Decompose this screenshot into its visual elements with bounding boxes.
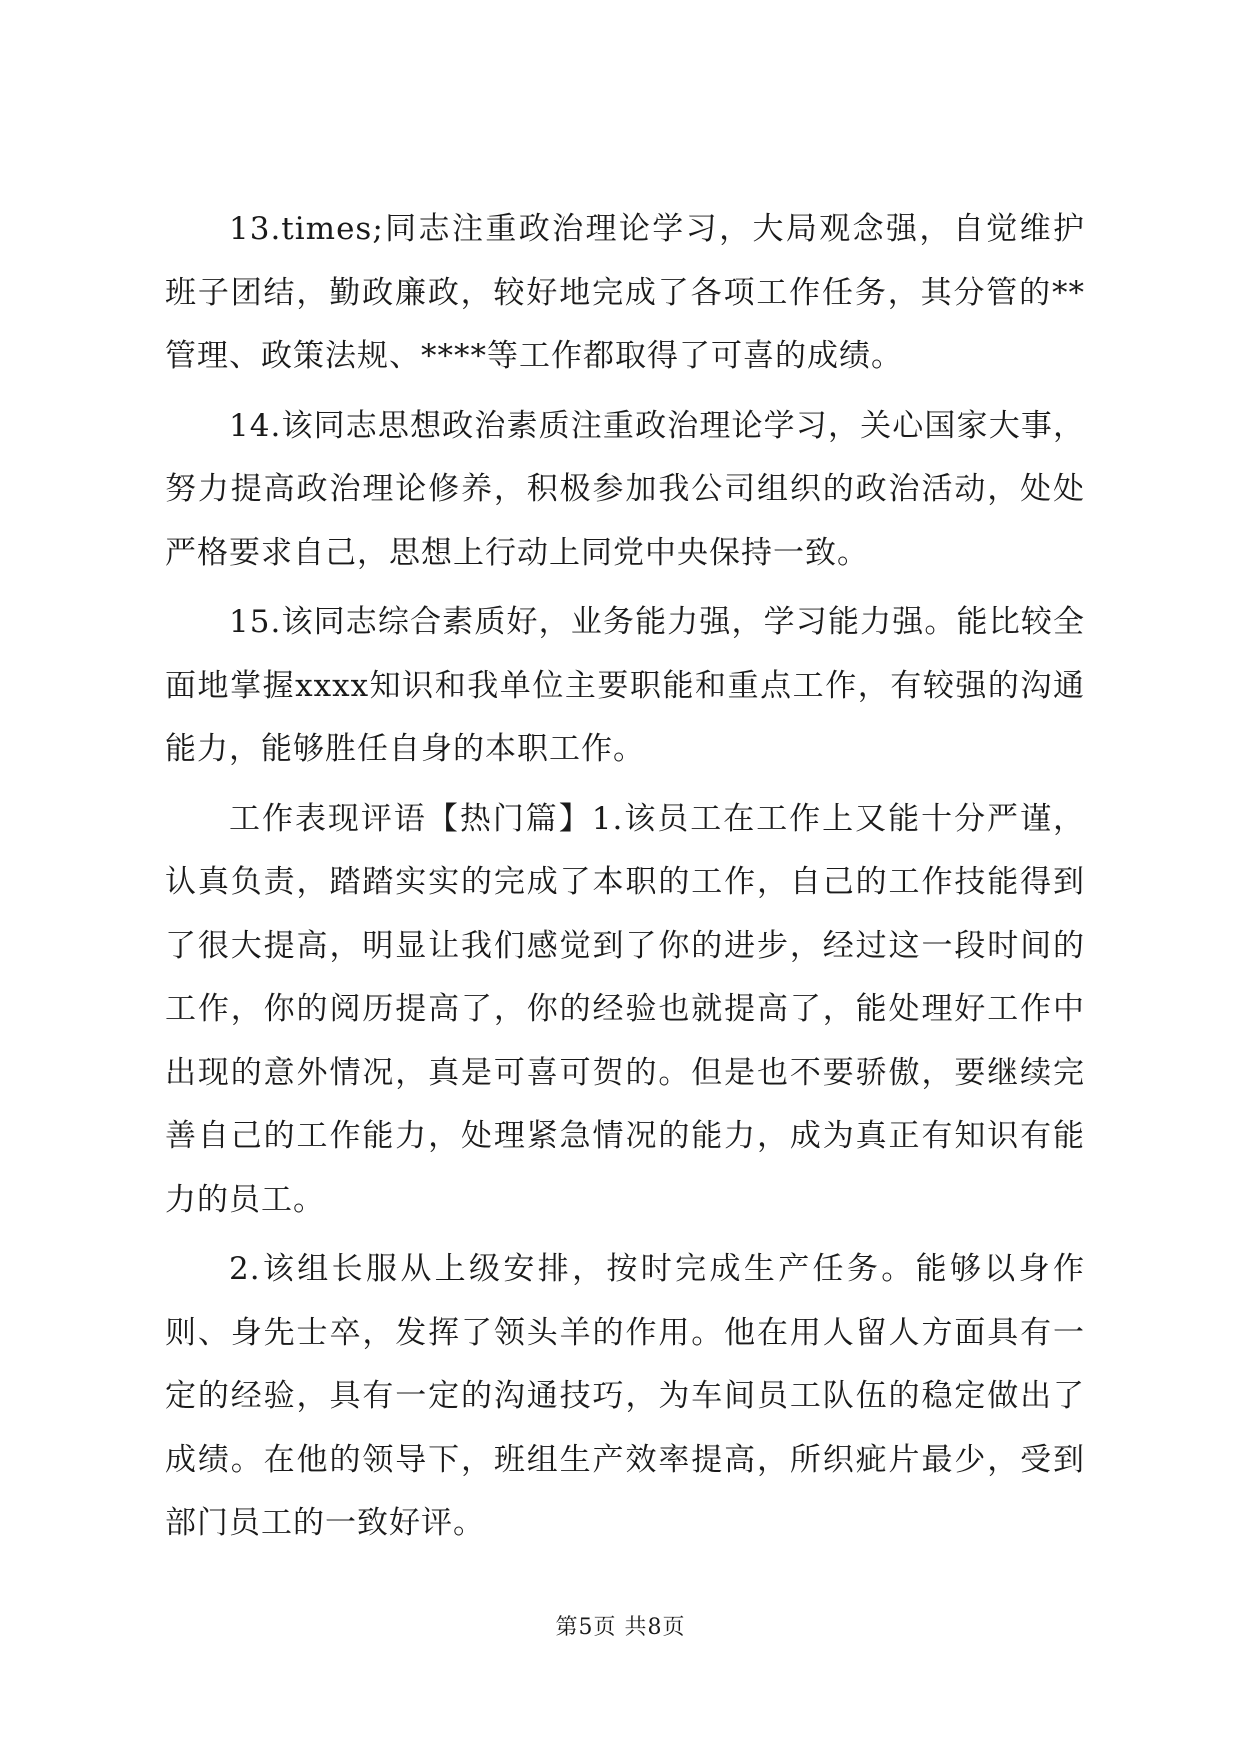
paragraph-14: 14.该同志思想政治素质注重政治理论学习，关心国家大事，努力提高政治理论修养，积极参加我公司组织的政治活动，处处严格要求自己，思想上行动上同党中央保持一致。 <box>165 407 1085 571</box>
paragraph-hot-section-1: 工作表现评语【热门篇】1.该员工在工作上又能十分严谨，认真负责，踏踏实实的完成了本职的工作，自己的工作技能得到了很大提高，明显让我们感觉到了你的进步，经过这一段时间的工作，你的阅历提高了，你的经验也就提高了，能处理好工作中出现的意外情况，真是可喜可贺的。但是也不要骄傲，要继续完善自己的工作能力，处理紧急情况的能力，成为真正有知识有能力的员工。 <box>165 800 1085 1218</box>
paragraph-15: 15.该同志综合素质好，业务能力强，学习能力强。能比较全面地掌握xxxx知识和我单位主要职能和重点工作，有较强的沟通能力，能够胜任自身的本职工作。 <box>165 604 1085 767</box>
paragraph-13: 13.times;同志注重政治理论学习，大局观念强，自觉维护班子团结，勤政廉政，较好地完成了各项工作任务，其分管的**管理、政策法规、****等工作都取得了可喜的成绩。 <box>165 211 1085 374</box>
page-number-footer: 第5页 共8页 <box>555 1615 686 1640</box>
paragraph-hot-section-2: 2.该组长服从上级安排，按时完成生产任务。能够以身作则、身先士卒，发挥了领头羊的作用。他在用人留人方面具有一定的经验，具有一定的沟通技巧，为车间员工队伍的稳定做出了成绩。在他的领导下，班组生产效率提高，所织疵片最少，受到部门员工的一致好评。 <box>165 1251 1085 1541</box>
document-body <box>165 198 1085 1560</box>
